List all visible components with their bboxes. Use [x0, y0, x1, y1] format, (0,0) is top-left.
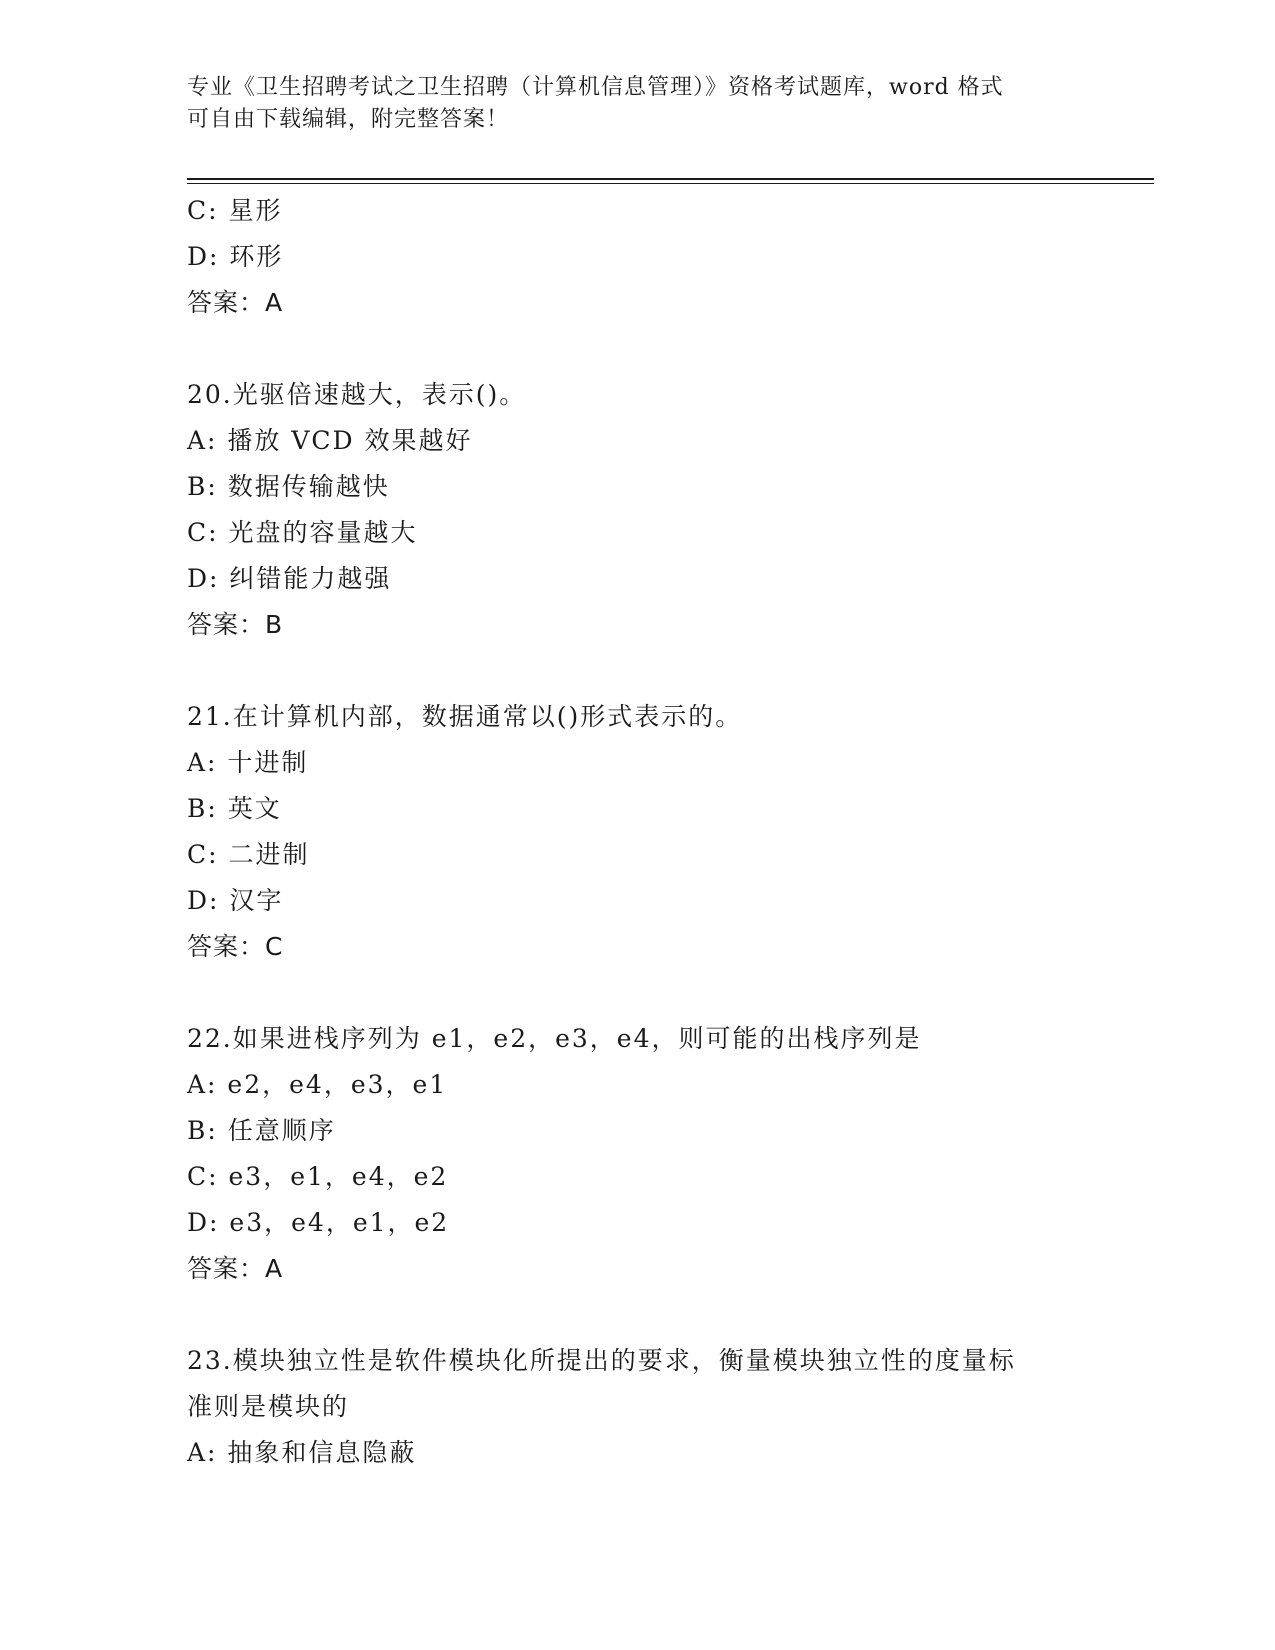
option-b: B: 数据传输越快: [187, 472, 390, 501]
question-text-line-2: 准则是模块的: [187, 1392, 350, 1421]
option-d: D: 汉字: [187, 886, 284, 915]
option-b: B: 任意顺序: [187, 1116, 336, 1145]
question-text: 21.在计算机内部，数据通常以()形式表示的。: [187, 702, 743, 731]
option-a: A: e2，e4，e3，e1: [187, 1070, 448, 1099]
option-a: A: 十进制: [187, 748, 309, 777]
question-text-line-1: 23.模块独立性是软件模块化所提出的要求，衡量模块独立性的度量标: [187, 1346, 1016, 1375]
option-d: D: 环形: [187, 242, 284, 271]
question-text: 20.光驱倍速越大，表示()。: [187, 380, 527, 409]
option-c: C: 星形: [187, 196, 283, 225]
header-rule-thick: [187, 178, 1154, 180]
option-d: D: 纠错能力越强: [187, 564, 392, 593]
header-line-1: 专业《卫生招聘考试之卫生招聘（计算机信息管理）》资格考试题库，word 格式: [187, 75, 1004, 100]
answer-line: 答案：C: [187, 932, 284, 961]
option-c: C: 光盘的容量越大: [187, 518, 418, 547]
question-block-20: [187, 372, 1087, 648]
question-block-22: [187, 1016, 1087, 1292]
header-line-2: 可自由下载编辑，附完整答案！: [187, 107, 510, 132]
option-a: A: 抽象和信息隐蔽: [187, 1438, 417, 1467]
option-c: C: 二进制: [187, 840, 310, 869]
question-block-21: [187, 694, 1087, 970]
document-header: [187, 72, 1087, 136]
question-list: [187, 188, 1087, 1476]
option-a: A: 播放 VCD 效果越好: [187, 426, 473, 455]
header-rule-thin: [187, 183, 1154, 184]
answer-line: 答案：A: [187, 288, 284, 317]
option-c: C: e3，e1，e4，e2: [187, 1162, 449, 1191]
question-block-19: [187, 188, 1087, 326]
spacer: [187, 326, 1087, 372]
question-block-23: [187, 1338, 1087, 1476]
answer-line: 答案：A: [187, 1254, 284, 1283]
spacer: [187, 648, 1087, 694]
spacer: [187, 970, 1087, 1016]
option-d: D: e3，e4，e1，e2: [187, 1208, 450, 1237]
answer-line: 答案：B: [187, 610, 284, 639]
option-b: B: 英文: [187, 794, 282, 823]
question-text: 22.如果进栈序列为 e1，e2，e3，e4，则可能的出栈序列是: [187, 1024, 922, 1053]
spacer: [187, 1292, 1087, 1338]
